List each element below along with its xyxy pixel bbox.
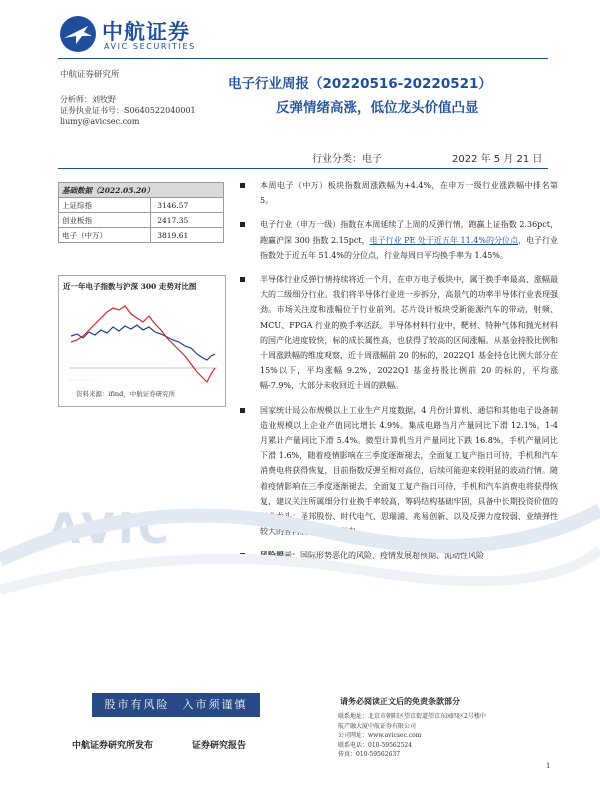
footer-publisher: 中航证券研究所发布: [72, 741, 154, 751]
contact-line: 传真：010-59562637: [338, 751, 401, 758]
table-row: [59, 213, 224, 228]
risk-label: 风险提示：: [260, 550, 300, 561]
title-divider: [58, 168, 548, 169]
analyst-line: 分析师：刘牧野: [60, 95, 116, 104]
logo-plane-icon: [58, 14, 98, 54]
row-name: 创业板指: [59, 213, 151, 228]
row-value: 2417.35: [151, 213, 224, 228]
logo-text-cn: 中航证券: [102, 20, 190, 44]
chart-source: 资料来源：ifind，中航证券研究所: [76, 390, 176, 398]
bullet-item: 本周电子（中万）板块指数周涨跌幅为+4.4%，在申万一级行业涨跌幅中排名第 5。: [238, 178, 558, 208]
bullet-item: [238, 217, 558, 263]
institute-name: 中航证券研究所: [60, 70, 120, 80]
bullet-item: 国家统计局公布规模以上工业生产月度数据，4 月份计算机、通信和其他电子设备制造业规模以上企业产值同比增长 4.9%。集成电路当月产量同比下滑 12.1%，1-4 月累计产量同比下滑 5.4%。微型计算机当月产量同比下跌 16.8%，手机产量同比下滑 1.6%，随着疫情影响在三季度逐渐褪去，全面复工复产指日可待，手机和汽车消费电将获得恢复，目前指数反弹至相对高位，后续可能迎来较明显的波动行情。随着疫情影响在三季度逐渐褪去，全面复工复产指日可待，手机和汽车消费电将获得恢复，建议关注所属细分行业换手率较高，筹码结构基础牢固，具备中长期投资价值的行业龙头：圣邦股份、时代电气、思瑞浦、兆易创新、以及反弹力度较弱、业绩弹性较大的普冉股份、捷捷微电。: [238, 403, 558, 540]
company-logo: [58, 14, 208, 56]
table-header: 基础数据（2022.05.20）: [59, 183, 224, 198]
contact-website-link[interactable]: 公司网址：www.avicsec.com: [338, 732, 422, 739]
row-value: 3819.61: [151, 228, 224, 243]
table-row: [59, 198, 224, 213]
chart-x-tick-labels: · · · · · · · · · · · · ·: [69, 379, 97, 383]
electronics-series-line: [71, 306, 215, 382]
contact-line: 航产融大厦中航证券有限公司: [338, 722, 417, 730]
risk-text: 国际形势恶化的风险、疫情发展超预期、流动性风险: [300, 551, 484, 561]
index-comparison-chart: [58, 275, 226, 407]
disclaimer-note: 请务必阅读正文后的免责条款部分: [340, 697, 460, 706]
footer-report-type: 证券研究报告: [192, 741, 247, 751]
chart-title: 近一年电子指数与沪深 300 走势对比图: [63, 282, 197, 291]
contact-info: [338, 712, 538, 760]
avic-watermark: AVIC: [48, 504, 173, 553]
row-name: 上证综指: [59, 198, 151, 213]
analyst-email-link[interactable]: liumy@avicsec.com: [60, 117, 140, 126]
report-date: 2022 年 5 月 21 日: [452, 154, 543, 165]
contact-line: 联系地址：北京市朝阳区望京街道望京东园四区2号楼中: [338, 713, 486, 720]
analyst-line: 证券执业证书号：S0640522040001: [60, 106, 196, 115]
bullet-text: ，电子行业指数处于近五年 51.4%的分位点，行业每周日平均换手率为 1.45%。: [260, 235, 559, 260]
page-number: 1: [546, 762, 551, 770]
row-name: 电子（中万）: [59, 228, 151, 243]
report-title: 电子行业周报（20220516-20220521）: [228, 76, 492, 92]
contact-line: 联系电话：010-59562524: [338, 741, 413, 749]
industry-category: 行业分类：电子: [312, 154, 382, 165]
row-value: 3146.57: [151, 198, 224, 213]
report-subtitle: 反弹情绪高涨，低位龙头价值凸显: [276, 100, 479, 116]
basic-data-table: [58, 182, 224, 243]
bullet-text: 电子行业（申万一级）指数在本周延续了上周的反弹行情，跑赢上证指数 2.36pct，跑赢沪深 300 指数 2.15pct，: [260, 220, 558, 245]
chart-plot: [59, 296, 225, 401]
hs300-series-line: [71, 325, 215, 360]
risk-warning-banner: 股市有风险 入市须谨慎: [92, 693, 260, 717]
header-divider: [58, 58, 548, 59]
logo-text-en: AVIC SECURITIES: [104, 42, 196, 51]
bullet-item: 半导体行业反弹行情持续将近一个月，在申万电子板块中，属于换手率最高、涨幅最大的二级细分行业。我们将半导体行业进一步拆分，高景气的功率半导体行业表现强劲。市场关注度和涨幅位于行业前列。芯片设计板块受新能源汽车的带动，射频、MCU、FPGA 行业的换手率活跃。半导体材料行业中，靶材、特种气体和抛光材料的国产化进度较快，标的成长属性高，也获得了较高的区间涨幅。从基金持股比例和十周涨跌幅的维度观察，近十周涨幅前 20 的标的，2022Q1 基金持仓比例大部分在 15%以下，平均涨幅 9.2%，2022Q1 基金持股比例前 20 的标的，平均涨幅-7.9%，大部分未收回近十周的跌幅。: [238, 272, 558, 394]
analyst-info: [60, 94, 196, 127]
table-row: [59, 228, 224, 243]
bullet-highlight: 电子行业 PE 处于近五年 11.4%的分位点: [369, 235, 518, 245]
decorative-swoosh: [0, 470, 600, 620]
